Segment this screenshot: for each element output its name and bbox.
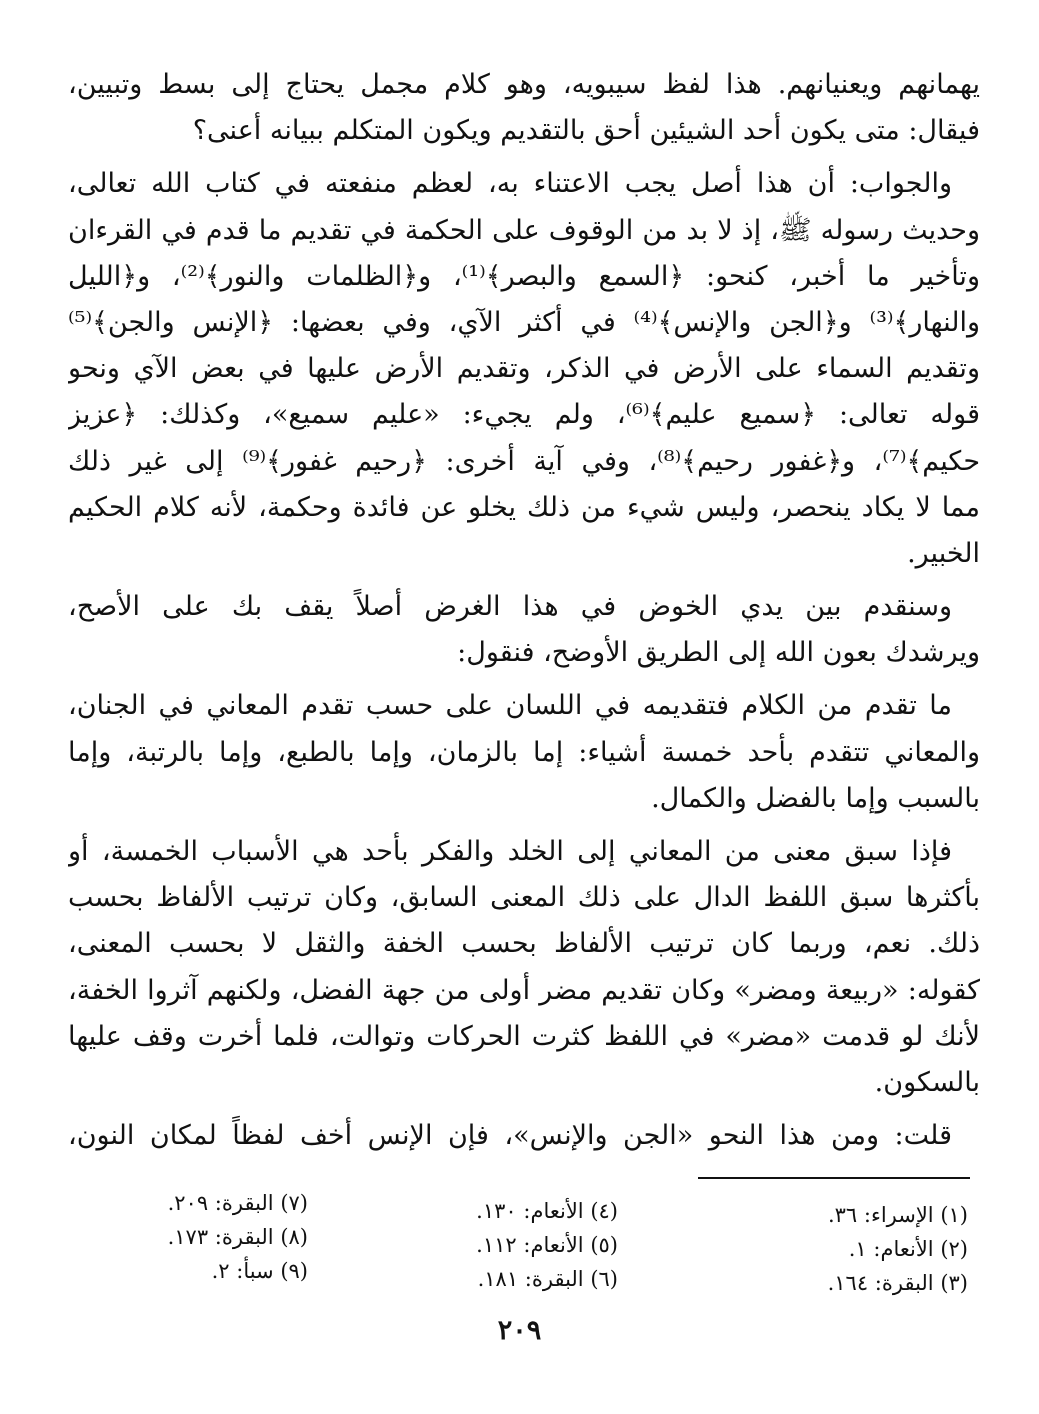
text-line: فإذا سبق معنى من المعاني إلى الخلد والفكر بأحد هي الأسباب الخمسة، أو [68,836,952,867]
text-line: لأنك لو قدمت «مضر» في اللفظ كثرت الحركات وتوالت، فلما أخرت وقف عليها [68,1020,980,1052]
text-line: ذلك. نعم، وربما كان ترتيب الألفاظ بحسب الخفة والثقل لا بحسب المعنى، [68,928,980,960]
text-line: قلت: ومن هذا النحو «الجن والإنس»، فإن الإنس أخف لفظاً لمكان النون، [68,1120,952,1152]
footnote: (١) الإسراء: ٣٦. [827,1203,968,1227]
text-line: والنهار﴾⁽³⁾ و﴿الجن والإنس﴾⁽⁴⁾ في أكثر الآي، وفي بعضها: ﴿الإنس والجن﴾⁽⁵⁾ [68,306,980,338]
text-line: بأكثرها سبق اللفظ الدال على ذلك المعنى السابق، وكان ترتيب الألفاظ بحسب [68,882,980,914]
footnote-divider [698,1177,970,1179]
footnote: (٨) البقرة: ١٧٣. [167,1225,308,1249]
text-line: كقوله: «ربيعة ومضر» وكان تقديم مضر أولى من جهة الفضل، ولكنهم آثروا الخفة، [68,974,980,1006]
text-line: ويرشدك بعون الله إلى الطريق الأوضح، فنقول: [457,637,980,669]
text-line: بالسكون. [874,1066,980,1098]
page-number: ٢٠٩ [497,1315,542,1346]
text-line: وحديث رسوله ﷺ، إذ لا بد من الوقوف على الحكمة في تقديم ما قدم في القرءان [68,214,980,246]
footnote-column [348,1194,618,1296]
text-line: يهمانهم ويعنيانهم. هذا لفظ سيبويه، وهو كلام مجمل يحتاج إلى بسط وتبيين، [68,69,980,100]
text-line: وتأخير ما أخبر، كنحو: ﴿السمع والبصر﴾⁽¹⁾، و﴿الظلمات والنور﴾⁽²⁾، و﴿الليل [68,260,980,292]
text-line: بالسبب وإما بالفضل والكمال. [651,782,980,814]
footnotes [88,1186,968,1296]
text-line: قوله تعالى: ﴿سميع عليم﴾⁽⁶⁾، ولم يجيء: «عليم سميع»، وكذلك: ﴿عزيز [68,399,980,431]
text-line: فيقال: متى يكون أحد الشيئين أحق بالتقديم ويكون المتكلم ببيانه أعنى؟ [192,115,980,147]
footnote: (٣) البقرة: ١٦٤. [827,1271,968,1295]
text-line: وسنقدم بين يدي الخوض في هذا الغرض أصلاً يقف بك على الأصح، [68,591,952,623]
footnote: (٤) الأنعام: ١٣٠. [476,1199,618,1223]
footnote: (٢) الأنعام: ١. [848,1237,968,1261]
footnote-column [88,1186,308,1288]
footnote: (٥) الأنعام: ١١٢. [476,1233,618,1257]
text-line: مما لا يكاد ينحصر، وليس شيء من ذلك يخلو عن فائدة وحكمة، لأنه كلام الحكيم [68,491,980,523]
text-line: والمعاني تتقدم بأحد خمسة أشياء: إما بالزمان، وإما بالطبع، وإما بالرتبة، وإما [68,736,980,768]
footnote-column [678,1198,968,1300]
text-line: ما تقدم من الكلام فتقديمه في اللسان على حسب تقدم المعاني في الجنان، [68,690,952,722]
main-text [68,62,980,1159]
text-line: الخبير. [907,537,980,569]
footnote: (٩) سبأ: ٢. [211,1259,308,1283]
footnote: (٧) البقرة: ٢٠٩. [167,1191,308,1215]
text-line: والجواب: أن هذا أصل يجب الاعتناء به، لعظم منفعته في كتاب الله تعالى، [68,168,952,200]
footnote: (٦) البقرة: ١٨١. [477,1267,618,1291]
text-line: حكيم﴾⁽⁷⁾، و﴿غفور رحيم﴾⁽⁸⁾، وفي آية أخرى: ﴿رحيم غفور﴾⁽⁹⁾ إلى غير ذلك [68,445,980,477]
text-line: وتقديم السماء على الأرض في الذكر، وتقديم الأرض عليها في بعض الآي ونحو [68,353,980,385]
